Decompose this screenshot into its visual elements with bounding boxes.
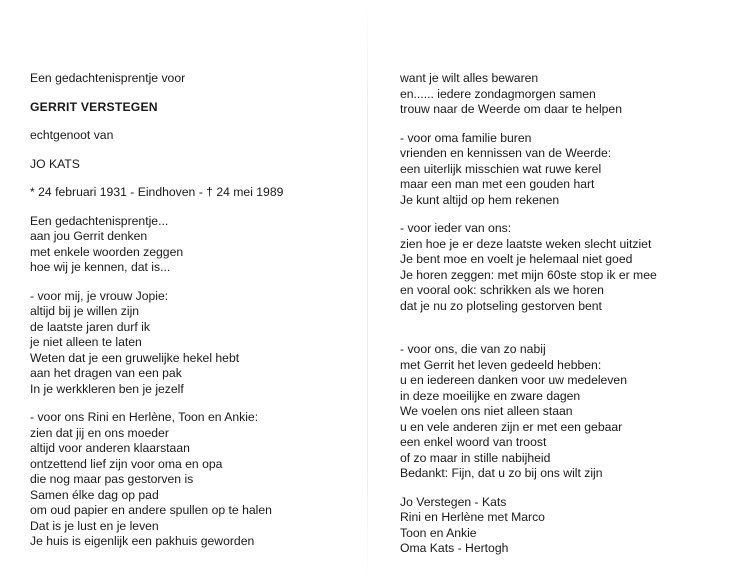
verse-line: u en vele anderen zijn er met een gebaar	[400, 419, 623, 434]
verse-line: - voor ieder van ons:	[400, 221, 512, 235]
stanza	[400, 221, 730, 314]
card-fold-line	[367, 0, 368, 579]
relation-text: echtgenoot van	[30, 128, 114, 142]
verse-line: in deze moeilijke en zware dagen	[400, 388, 581, 403]
verse-line: We voelen ons niet alleen staan	[400, 404, 573, 418]
verse-line: Rini en Herlène met Marco	[400, 510, 545, 524]
stanza	[400, 131, 730, 209]
verse-line: zien dat jij en ons moeder	[30, 425, 169, 440]
verse-line: In je werkkleren ben je jezelf	[30, 381, 184, 396]
verse-line: - voor ons, die van zo nabij	[400, 342, 546, 356]
verse-line: u en iedereen danken voor uw medeleven	[400, 373, 627, 387]
verse-line: om oud papier en andere spullen op te halen	[30, 503, 272, 517]
verse-line: Oma Kats - Hertogh	[400, 541, 509, 555]
verse-line: aan het dragen van een pak	[30, 366, 182, 380]
verse-line: Een gedachtenisprentje...	[30, 213, 169, 228]
verse-line: Toon en Ankie	[400, 525, 477, 540]
verse-line: de laatste jaren durf ik	[30, 319, 150, 334]
signatures	[400, 495, 730, 557]
verse-line: met Gerrit het leven gedeeld hebben:	[400, 357, 602, 372]
verse-line: trouw naar de Weerde om daar te helpen	[400, 102, 622, 116]
verse-line: en vooral ook: schrikken als we horen	[400, 283, 604, 297]
verse-line: dat je nu zo plotseling gestorven bent	[400, 298, 602, 313]
verse-line: Samen élke dag op pad	[30, 487, 159, 502]
verse-line: ontzettend lief zijn voor oma en opa	[30, 456, 223, 471]
stanza	[30, 410, 360, 550]
verse-line: met enkele woorden zeggen	[30, 244, 184, 259]
verse-line: hoe wij je kennen, dat is...	[30, 260, 171, 274]
verse-line: zien hoe je er deze laatste weken slecht uitziet	[400, 236, 652, 251]
life-dates: * 24 februari 1931 - Eindhoven - † 24 mei 1989	[30, 185, 284, 199]
verse-line: - voor mij, je vrouw Jopie:	[30, 288, 169, 303]
stanza	[400, 71, 730, 118]
verse-line: Bedankt: Fijn, dat u zo bij ons wilt zijn	[400, 466, 603, 480]
verse-line: of zo maar in stille nabijheid	[400, 450, 551, 465]
verse-line: Je bent moe en voelt je helemaal niet goed	[400, 252, 633, 266]
verse-line: vrienden en kennissen van de Weerde:	[400, 146, 612, 160]
spouse-name: JO KATS	[30, 156, 80, 171]
verse-line: aan jou Gerrit denken	[30, 229, 148, 243]
verse-line: Je horen zeggen: met mijn 60ste stop ik er mee	[400, 267, 657, 282]
verse-line: en...... iedere zondagmorgen samen	[400, 86, 596, 101]
left-column	[30, 71, 360, 550]
intro-text: Een gedachtenisprentje voor	[30, 71, 186, 85]
verse-line: - voor ons Rini en Herlène, Toon en Ankie:	[30, 410, 259, 424]
verse-line: een uiterlijk misschien wat ruwe kerel	[400, 161, 602, 176]
verse-line: een enkel woord van troost	[400, 435, 547, 449]
verse-line: Je kunt altijd op hem rekenen	[400, 192, 560, 207]
right-column	[400, 71, 730, 557]
verse-line: - voor oma familie buren	[400, 130, 532, 145]
stanza	[30, 214, 360, 276]
verse-line: altijd bij je willen zijn	[30, 304, 140, 318]
verse-line: die nog maar pas gestorven is	[30, 472, 194, 486]
verse-line: Je huis is eigenlijk een pakhuis geworden	[30, 534, 255, 548]
verse-line: je niet alleen te laten	[30, 335, 142, 349]
verse-line: maar een man met een gouden hart	[400, 177, 595, 191]
verse-line: Jo Verstegen - Kats	[400, 494, 507, 509]
stanza	[30, 289, 360, 398]
stanza	[400, 342, 730, 482]
verse-line: altijd voor anderen klaarstaan	[30, 441, 190, 455]
verse-line: Weten dat je een gruwelijke hekel hebt	[30, 350, 240, 365]
deceased-name: GERRIT VERSTEGEN	[30, 99, 158, 114]
verse-line: want je wilt alles bewaren	[400, 71, 539, 85]
verse-line: Dat is je lust en je leven	[30, 518, 159, 533]
